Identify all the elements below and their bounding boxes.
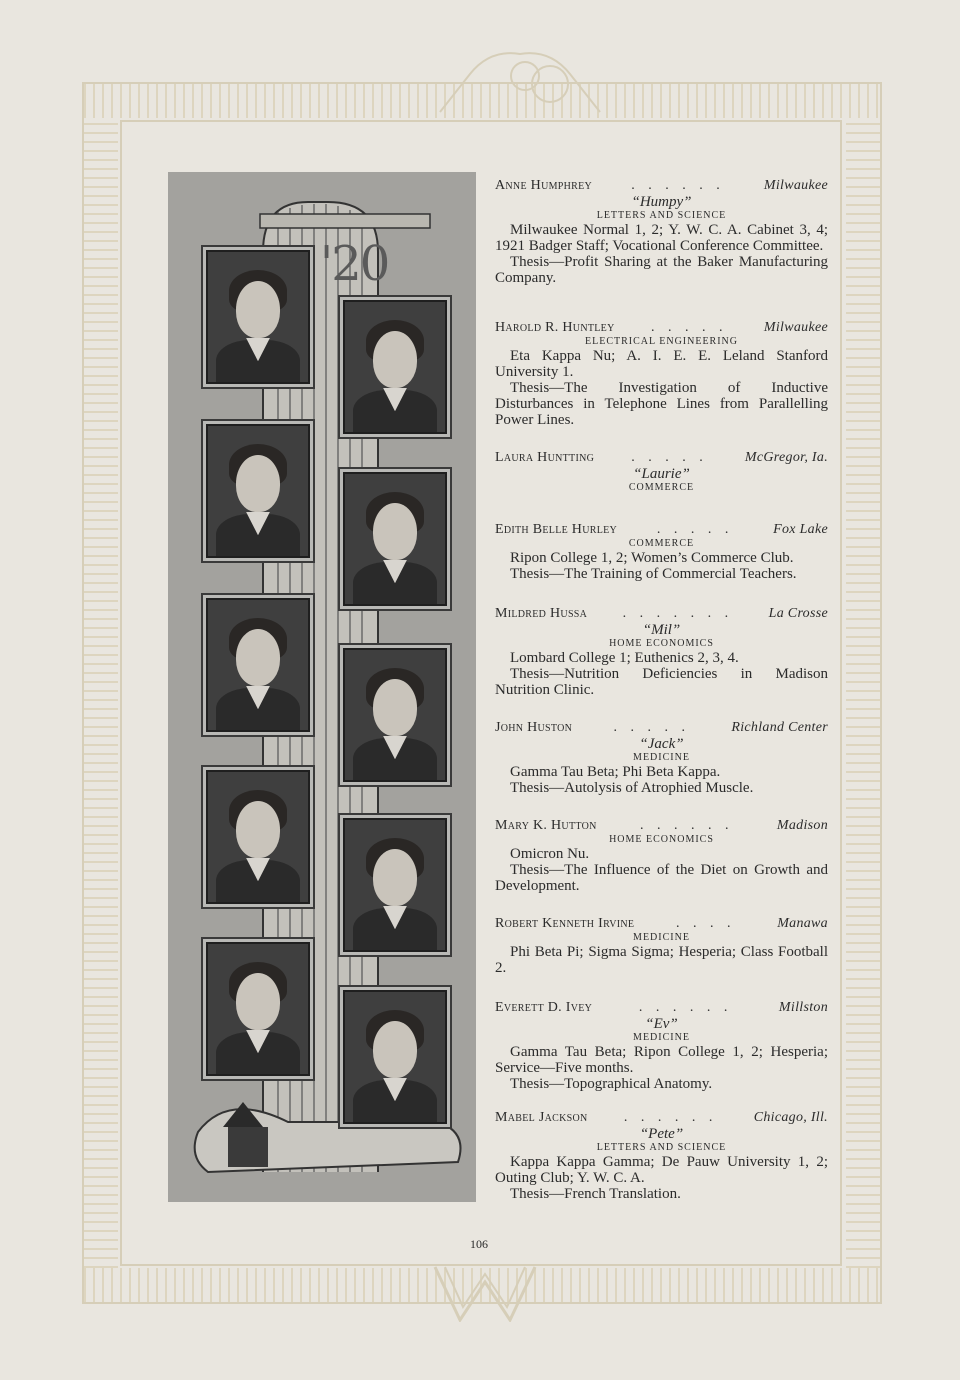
activities: Milwaukee Normal 1, 2; Y. W. C. A. Cabinet 3, 4; 1921 Badger Staff; Vocational Conference Committee. (495, 222, 828, 254)
leader-dots: . . . . . (613, 720, 691, 735)
leader-dots: . . . . . . (623, 1110, 718, 1125)
activities: Ripon College 1, 2; Women’s Commerce Club. (510, 550, 794, 566)
entry-robert-irvine (495, 916, 828, 976)
hometown: Milwaukee (763, 320, 828, 335)
hometown: Milwaukee (763, 178, 828, 193)
leader-dots: . . . . . . . (622, 606, 734, 621)
portrait-mabel-jackson (343, 990, 447, 1124)
ornament-w-monogram (430, 1262, 540, 1322)
portrait-everett-ivey (206, 942, 310, 1076)
thesis: Thesis—Topographical Anatomy. (510, 1076, 713, 1092)
hometown: Millston (778, 1000, 828, 1015)
nickname: “Jack” (639, 736, 684, 752)
department: MEDICINE (633, 752, 690, 763)
department: HOME ECONOMICS (609, 638, 714, 649)
student-name: Edith Belle Hurley (495, 522, 618, 537)
activities: Eta Kappa Nu; A. I. E. E. Leland Stanford University 1. (495, 348, 828, 380)
hometown: Manawa (777, 916, 828, 931)
entry-harold-huntley (495, 320, 828, 428)
activities: Kappa Kappa Gamma; De Pauw University 1, 2; Outing Club; Y. W. C. A. (495, 1154, 828, 1186)
portrait-mary-hutton (206, 770, 310, 904)
portrait-robert-irvine (343, 818, 447, 952)
student-name: Anne Humphrey (495, 178, 593, 193)
leader-dots: . . . . . (631, 450, 708, 465)
leader-dots: . . . . . . (631, 178, 725, 193)
thesis: Thesis—Nutrition Deficiencies in Madison Nutrition Clinic. (495, 666, 828, 698)
class-year-numeral: '20 (320, 236, 389, 292)
activities: Lombard College 1; Euthenics 2, 3, 4. (510, 650, 739, 666)
hometown: La Crosse (768, 606, 828, 621)
portrait-harold-huntley (343, 300, 447, 434)
student-name: Everett D. Ivey (495, 1000, 593, 1015)
student-name: Laura Huntting (495, 450, 595, 465)
nickname: “Ev” (645, 1016, 678, 1032)
entry-mary-hutton (495, 818, 828, 894)
page-number: 106 (470, 1237, 488, 1251)
nickname: “Pete” (639, 1126, 684, 1142)
leader-dots: . . . . . (656, 522, 734, 537)
portrait-john-huston (343, 648, 447, 782)
entry-mabel-jackson (495, 1110, 828, 1202)
activities: Gamma Tau Beta; Phi Beta Kappa. (510, 764, 721, 780)
leader-dots: . . . . (676, 916, 736, 931)
department: MEDICINE (633, 932, 690, 943)
portrait-mildred-hussa (206, 598, 310, 732)
student-name: Robert Kenneth Irvine (495, 916, 635, 931)
department: HOME ECONOMICS (609, 834, 714, 845)
nickname: “Humpy” (631, 194, 692, 210)
ornament-top (430, 44, 610, 114)
department: MEDICINE (633, 1032, 690, 1043)
entry-laura-huntting (495, 450, 828, 494)
portrait-edith-hurley (343, 472, 447, 606)
thesis: Thesis—The Investigation of Inductive Disturbances in Telephone Lines from Parallelling Power Lines. (495, 380, 828, 428)
leader-dots: . . . . . (650, 320, 728, 335)
portrait-panel (168, 172, 476, 1202)
activities: Gamma Tau Beta; Ripon College 1, 2; Hesperia; Service—Five months. (495, 1044, 828, 1076)
activities: Omicron Nu. (510, 846, 590, 862)
leader-dots: . . . . . . (638, 1000, 733, 1015)
thesis: Thesis—The Influence of the Diet on Growth and Development. (495, 862, 828, 894)
leader-dots: . . . . . . (640, 818, 734, 833)
student-name: Mildred Hussa (495, 606, 588, 621)
department: COMMERCE (628, 482, 695, 493)
hometown: Richland Center (731, 720, 828, 735)
hometown: Madison (776, 818, 828, 833)
hometown: Fox Lake (773, 522, 828, 537)
student-name: Harold R. Huntley (495, 320, 615, 335)
portrait-laura-huntting (206, 424, 310, 558)
department: ELECTRICAL ENGINEERING (585, 336, 738, 347)
entry-everett-ivey (495, 1000, 828, 1092)
hometown: McGregor, Ia. (744, 450, 828, 465)
entry-anne-humphrey (495, 178, 828, 286)
thesis: Thesis—The Training of Commercial Teachers. (510, 566, 797, 582)
student-name: Mary K. Hutton (495, 818, 597, 833)
entry-edith-hurley (495, 522, 828, 582)
department: LETTERS AND SCIENCE (596, 1142, 727, 1153)
nickname: “Mil” (642, 622, 681, 638)
student-name: John Huston (495, 720, 573, 735)
hometown: Chicago, Ill. (753, 1110, 828, 1125)
portrait-anne-humphrey (206, 250, 310, 384)
thesis: Thesis—French Translation. (510, 1186, 681, 1202)
thesis: Thesis—Autolysis of Atrophied Muscle. (510, 780, 754, 796)
entry-mildred-hussa (495, 606, 828, 698)
student-name: Mabel Jackson (495, 1110, 588, 1125)
department: COMMERCE (628, 538, 695, 549)
nickname: “Laurie” (633, 466, 690, 482)
thesis: Thesis—Profit Sharing at the Baker Manufacturing Company. (495, 254, 828, 286)
entry-john-huston (495, 720, 828, 796)
department: LETTERS AND SCIENCE (596, 210, 727, 221)
activities: Phi Beta Pi; Sigma Sigma; Hesperia; Class Football 2. (495, 944, 828, 976)
